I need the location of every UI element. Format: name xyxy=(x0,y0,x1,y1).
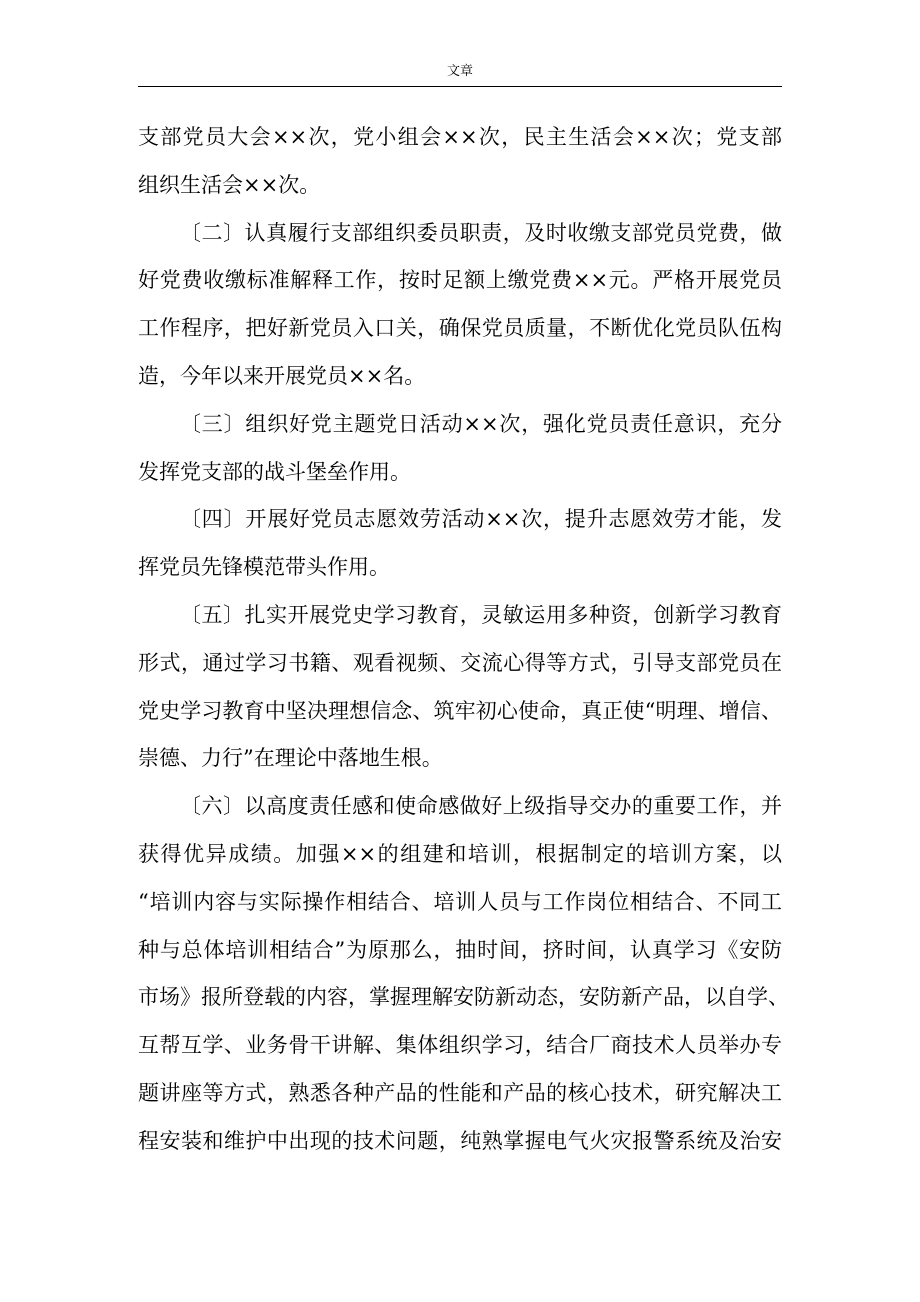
header-title: 文章 xyxy=(446,64,473,79)
text-line: 程安装和维护中出现的技术问题，纯熟掌握电气火灾报警系统及治安 xyxy=(138,1128,782,1153)
page-header xyxy=(138,62,782,87)
text-line: 〔六〕以高度责任感和使命感做好上级指导交办的重要工作，并 xyxy=(180,794,782,819)
text-line: 好党费收缴标准解释工作，按时足额上缴党费××元。严格开展党员 xyxy=(138,268,782,293)
text-line: 互帮互学、业务骨干讲解、集体组织学习，结合厂商技术人员举办专 xyxy=(138,1033,782,1058)
text-line: 市场》报所登载的内容，掌握理解安防新动态，安防新产品，以自学、 xyxy=(138,985,789,1010)
text-line: 种与总体培训相结合”为原那么，抽时间，挤时间，认真学习《安防 xyxy=(138,937,782,962)
text-line: 组织生活会××次。 xyxy=(138,172,321,197)
text-line: 党史学习教育中坚决理想信念、筑牢初心使命，真正使“明理、增信、 xyxy=(138,698,782,723)
text-line: 〔五〕扎实开展党史学习教育，灵敏运用多种资，创新学习教育 xyxy=(180,602,782,627)
text-line: 崇德、力行”在理论中落地生根。 xyxy=(138,746,443,771)
text-line: 工作程序，把好新党员入口关，确保党员质量，不断优化党员队伍构 xyxy=(138,316,782,341)
document-body xyxy=(138,114,789,1166)
text-line: 获得优异成绩。加强××的组建和培训，根据制定的培训方案，以 xyxy=(138,841,782,866)
text-line: 〔四〕开展好党员志愿效劳活动××次，提升志愿效劳才能，发 xyxy=(180,507,782,532)
text-line: 造，今年以来开展党员××名。 xyxy=(138,363,426,388)
text-line: 题讲座等方式，熟悉各种产品的性能和产品的核心技术，研究解决工 xyxy=(138,1080,782,1105)
text-line: 挥党员先锋模范带头作用。 xyxy=(138,555,390,580)
text-line: “培训内容与实际操作相结合、培训人员与工作岗位相结合、不同工 xyxy=(138,889,782,914)
text-line: 〔三〕组织好党主题党日活动××次，强化党员责任意识，充分 xyxy=(180,411,782,436)
text-line: 〔二〕认真履行支部组织委员职责，及时收缴支部党员党费，做 xyxy=(180,220,782,245)
text-line: 支部党员大会××次，党小组会××次，民主生活会××次；党支部 xyxy=(138,125,782,149)
text-line: 形式，通过学习书籍、观看视频、交流心得等方式，引导支部党员在 xyxy=(138,650,782,675)
text-line: 发挥党支部的战斗堡垒作用。 xyxy=(138,459,411,484)
